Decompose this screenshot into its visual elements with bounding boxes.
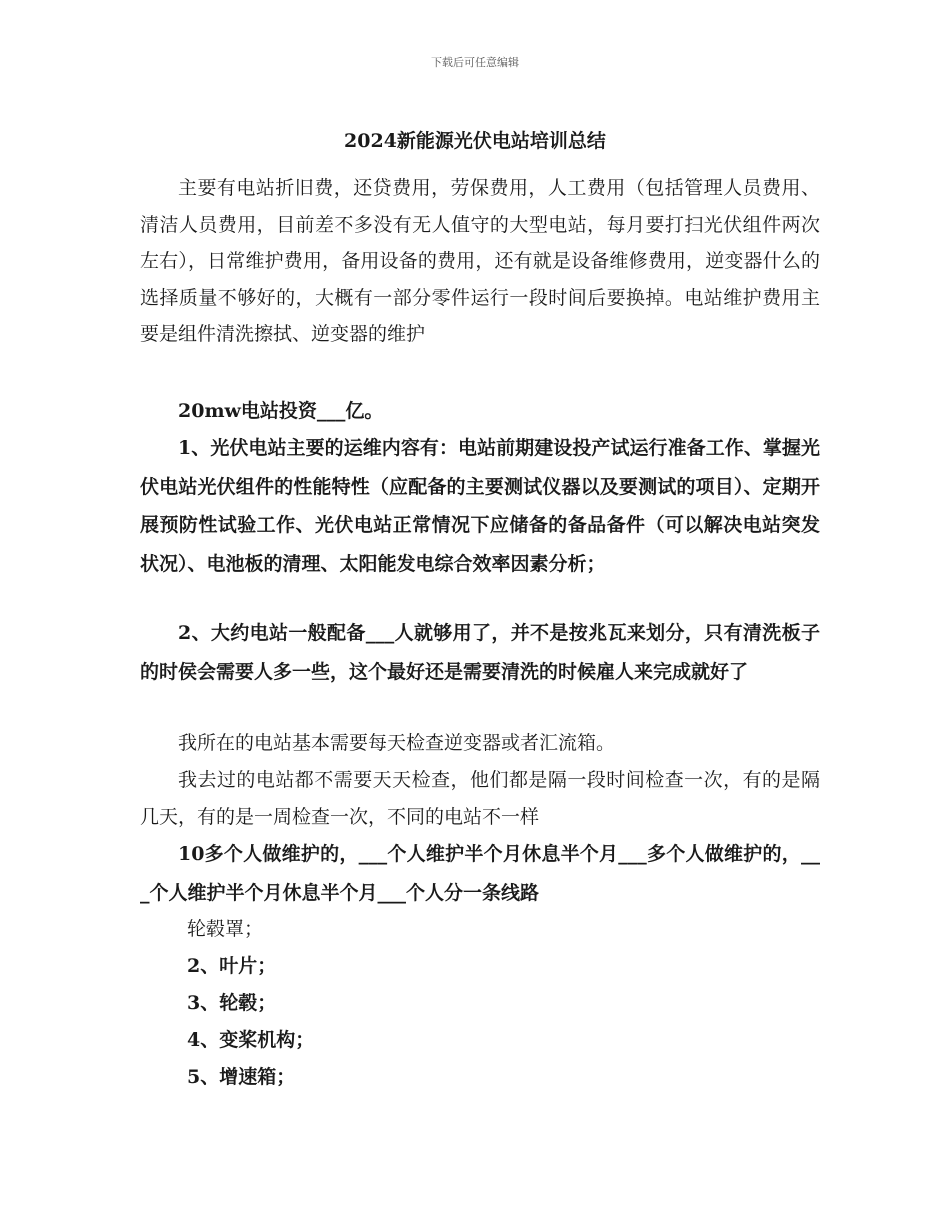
paragraph-item-2: 2、大约电站一般配备___人就够用了，并不是按兆瓦来划分，只有清洗板子的时侯会需要人多一些，这个最好还是需要清洗的时候雇人来完成就好了 [140, 622, 820, 683]
paragraph-item-1: 1、光伏电站主要的运维内容有：电站前期建设投产试运行准备工作、掌握光伏电站光伏组件的性能特性（应配备的主要测试仪器以及要测试的项目）、定期开展预防性试验工作、光伏电站正常情况下应储备的备品备件（可以解决电站突发状况）、电池板的清理、太阳能发电综合效率因素分析； [140, 437, 820, 575]
paragraph-costs: 主要有电站折旧费，还贷费用，劳保费用，人工费用（包括管理人员费用、清洁人员费用，目前差不多没有无人值守的大型电站，每月要打扫光伏组件两次左右），日常维护费用，备用设备的费用，还有就是设备维修费用，逆变器什么的选择质量不够好的，大概有一部分零件运行一段时间后要换掉。电站维护费用主要是组件清洗擦拭、逆变器的维护 [140, 177, 820, 345]
page-header: 下载后可任意编辑 [431, 56, 519, 69]
list-item: 5、增速箱； [187, 1066, 296, 1088]
paragraph-daily-check: 我所在的电站基本需要每天检查逆变器或者汇流箱。 [178, 732, 616, 754]
document-title: 2024新能源光伏电站培训总结 [344, 130, 606, 152]
list-item: 3、轮毂； [187, 992, 277, 1014]
paragraph-staffing: 10多个人做维护的，___个人维护半个月休息半个月___多个人做维护的，___个人维护半个月休息半个月___个人分一条线路 [140, 843, 820, 904]
paragraph-investment: 20mw电站投资___亿。 [178, 400, 384, 422]
list-item: 轮毂罩； [187, 918, 264, 940]
list-item: 4、变桨机构； [187, 1029, 315, 1051]
paragraph-periodic-check: 我去过的电站都不需要天天检查，他们都是隔一段时间检查一次，有的是隔几天，有的是一周检查一次，不同的电站不一样 [140, 769, 820, 828]
list-item: 2、叶片； [187, 955, 277, 977]
